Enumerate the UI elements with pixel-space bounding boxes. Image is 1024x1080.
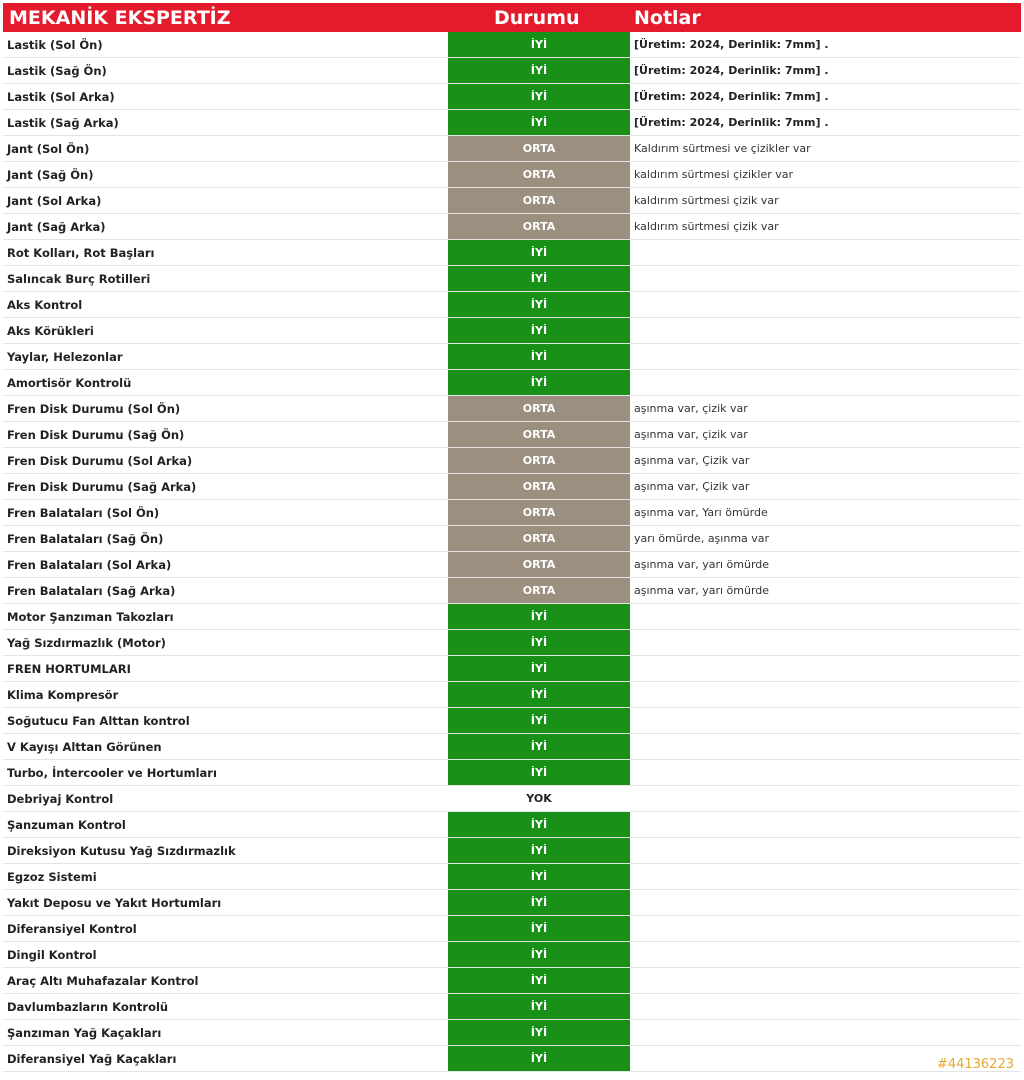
- item-label: Aks Körükleri: [7, 324, 94, 338]
- status-badge: ORTA: [448, 578, 630, 603]
- status-badge: İYİ: [448, 292, 630, 317]
- table-row: [3, 370, 1021, 396]
- item-label: Diferansiyel Kontrol: [7, 922, 137, 936]
- table-row: [3, 500, 1021, 526]
- item-note: [Üretim: 2024, Derinlik: 7mm] .: [634, 116, 829, 129]
- status-badge: İYİ: [448, 864, 630, 889]
- table-row: [3, 604, 1021, 630]
- item-label: Amortisör Kontrolü: [7, 376, 132, 390]
- status-badge: ORTA: [448, 188, 630, 213]
- table-row: [3, 708, 1021, 734]
- item-note: aşınma var, yarı ömürde: [634, 558, 770, 571]
- status-badge: İYİ: [448, 916, 630, 941]
- table-row: [3, 682, 1021, 708]
- table-row: [3, 786, 1021, 812]
- item-label: Şanzuman Kontrol: [7, 818, 126, 832]
- item-label: Aks Kontrol: [7, 298, 83, 312]
- report-header: [3, 3, 1021, 32]
- status-badge: İYİ: [448, 84, 630, 109]
- table-row: [3, 344, 1021, 370]
- item-label: Motor Şanzıman Takozları: [7, 610, 174, 624]
- item-label: Fren Balataları (Sağ Ön): [7, 532, 164, 546]
- table-row: [3, 1020, 1021, 1046]
- table-row: [3, 422, 1021, 448]
- item-note: kaldırım sürtmesi çizik var: [634, 194, 779, 207]
- item-label: Yaylar, Helezonlar: [7, 350, 123, 364]
- status-badge: ORTA: [448, 448, 630, 473]
- table-row: [3, 58, 1021, 84]
- item-label: Lastik (Sol Ön): [7, 38, 103, 52]
- status-badge: İYİ: [448, 32, 630, 57]
- table-row: [3, 916, 1021, 942]
- status-badge: İYİ: [448, 110, 630, 135]
- status-column-header: Durumu: [494, 7, 580, 29]
- item-label: Jant (Sağ Ön): [7, 168, 94, 182]
- item-label: Soğutucu Fan Alttan kontrol: [7, 714, 190, 728]
- table-row: [3, 968, 1021, 994]
- item-note: kaldırım sürtmesi çizik var: [634, 220, 779, 233]
- item-note: aşınma var, çizik var: [634, 428, 748, 441]
- table-row: [3, 734, 1021, 760]
- status-badge: YOK: [448, 786, 630, 811]
- item-label: Lastik (Sol Arka): [7, 90, 115, 104]
- table-row: [3, 578, 1021, 604]
- status-badge: İYİ: [448, 890, 630, 915]
- item-note: aşınma var, Çizik var: [634, 480, 750, 493]
- table-row: [3, 474, 1021, 500]
- item-label: Jant (Sağ Arka): [7, 220, 106, 234]
- table-row: [3, 292, 1021, 318]
- item-label: V Kayışı Alttan Görünen: [7, 740, 162, 754]
- item-label: Debriyaj Kontrol: [7, 792, 114, 806]
- item-label: Fren Disk Durumu (Sağ Arka): [7, 480, 197, 494]
- item-label: Dingil Kontrol: [7, 948, 97, 962]
- status-badge: İYİ: [448, 942, 630, 967]
- item-note: kaldırım sürtmesi çizikler var: [634, 168, 794, 181]
- status-badge: İYİ: [448, 682, 630, 707]
- status-badge: İYİ: [448, 604, 630, 629]
- status-badge: İYİ: [448, 1046, 630, 1071]
- table-row: [3, 214, 1021, 240]
- table-row: [3, 838, 1021, 864]
- status-badge: İYİ: [448, 734, 630, 759]
- item-label: FREN HORTUMLARI: [7, 662, 131, 676]
- status-badge: ORTA: [448, 136, 630, 161]
- status-badge: ORTA: [448, 526, 630, 551]
- status-badge: İYİ: [448, 370, 630, 395]
- table-row: [3, 552, 1021, 578]
- table-row: [3, 1046, 1021, 1072]
- inspection-table: [3, 32, 1021, 1072]
- item-note: aşınma var, yarı ömürde: [634, 584, 770, 597]
- item-note: yarı ömürde, aşınma var: [634, 532, 770, 545]
- table-row: [3, 448, 1021, 474]
- item-label: Fren Balataları (Sağ Arka): [7, 584, 176, 598]
- report-title: MEKANİK EKSPERTİZ: [9, 7, 231, 29]
- item-label: Fren Disk Durumu (Sol Arka): [7, 454, 193, 468]
- status-badge: İYİ: [448, 760, 630, 785]
- item-note: aşınma var, Çizik var: [634, 454, 750, 467]
- item-note: aşınma var, Yarı ömürde: [634, 506, 768, 519]
- item-label: Fren Disk Durumu (Sol Ön): [7, 402, 181, 416]
- status-badge: İYİ: [448, 838, 630, 863]
- status-badge: İYİ: [448, 812, 630, 837]
- item-label: Jant (Sol Ön): [7, 142, 90, 156]
- table-row: [3, 318, 1021, 344]
- status-badge: ORTA: [448, 214, 630, 239]
- table-row: [3, 526, 1021, 552]
- table-row: [3, 864, 1021, 890]
- notes-column-header: Notlar: [634, 7, 701, 29]
- item-label: Fren Balataları (Sol Ön): [7, 506, 160, 520]
- table-row: [3, 84, 1021, 110]
- item-label: Araç Altı Muhafazalar Kontrol: [7, 974, 199, 988]
- item-label: Klima Kompresör: [7, 688, 119, 702]
- table-row: [3, 630, 1021, 656]
- table-row: [3, 396, 1021, 422]
- item-label: Lastik (Sağ Ön): [7, 64, 107, 78]
- item-label: Diferansiyel Yağ Kaçakları: [7, 1052, 177, 1066]
- item-label: Turbo, İntercooler ve Hortumları: [7, 766, 217, 780]
- table-row: [3, 266, 1021, 292]
- table-row: [3, 110, 1021, 136]
- item-label: Fren Disk Durumu (Sağ Ön): [7, 428, 185, 442]
- table-row: [3, 812, 1021, 838]
- status-badge: İYİ: [448, 968, 630, 993]
- table-row: [3, 890, 1021, 916]
- item-label: Egzoz Sistemi: [7, 870, 97, 884]
- item-label: Şanzıman Yağ Kaçakları: [7, 1026, 162, 1040]
- table-row: [3, 188, 1021, 214]
- item-label: Direksiyon Kutusu Yağ Sızdırmazlık: [7, 844, 236, 858]
- status-badge: ORTA: [448, 500, 630, 525]
- status-badge: İYİ: [448, 266, 630, 291]
- item-label: Lastik (Sağ Arka): [7, 116, 119, 130]
- table-row: [3, 656, 1021, 682]
- status-badge: ORTA: [448, 396, 630, 421]
- item-note: [Üretim: 2024, Derinlik: 7mm] .: [634, 64, 829, 77]
- table-row: [3, 32, 1021, 58]
- item-label: Jant (Sol Arka): [7, 194, 102, 208]
- item-label: Yakıt Deposu ve Yakıt Hortumları: [7, 896, 222, 910]
- status-badge: ORTA: [448, 162, 630, 187]
- item-label: Davlumbazların Kontrolü: [7, 1000, 169, 1014]
- status-badge: İYİ: [448, 708, 630, 733]
- table-row: [3, 240, 1021, 266]
- status-badge: ORTA: [448, 552, 630, 577]
- status-badge: ORTA: [448, 474, 630, 499]
- status-badge: İYİ: [448, 344, 630, 369]
- status-badge: ORTA: [448, 422, 630, 447]
- status-badge: İYİ: [448, 656, 630, 681]
- status-badge: İYİ: [448, 318, 630, 343]
- item-note: aşınma var, çizik var: [634, 402, 748, 415]
- item-label: Rot Kolları, Rot Başları: [7, 246, 155, 260]
- ad-id-label: #44136223: [936, 1057, 1014, 1072]
- table-row: [3, 994, 1021, 1020]
- table-row: [3, 136, 1021, 162]
- item-note: Kaldırım sürtmesi ve çizikler var: [634, 142, 811, 155]
- status-badge: İYİ: [448, 58, 630, 83]
- item-note: [Üretim: 2024, Derinlik: 7mm] .: [634, 38, 829, 51]
- table-row: [3, 162, 1021, 188]
- item-label: Fren Balataları (Sol Arka): [7, 558, 172, 572]
- item-label: Yağ Sızdırmazlık (Motor): [7, 636, 166, 650]
- table-row: [3, 942, 1021, 968]
- status-badge: İYİ: [448, 1020, 630, 1045]
- status-badge: İYİ: [448, 994, 630, 1019]
- status-badge: İYİ: [448, 240, 630, 265]
- table-row: [3, 760, 1021, 786]
- item-note: [Üretim: 2024, Derinlik: 7mm] .: [634, 90, 829, 103]
- status-badge: İYİ: [448, 630, 630, 655]
- item-label: Salıncak Burç Rotilleri: [7, 272, 151, 286]
